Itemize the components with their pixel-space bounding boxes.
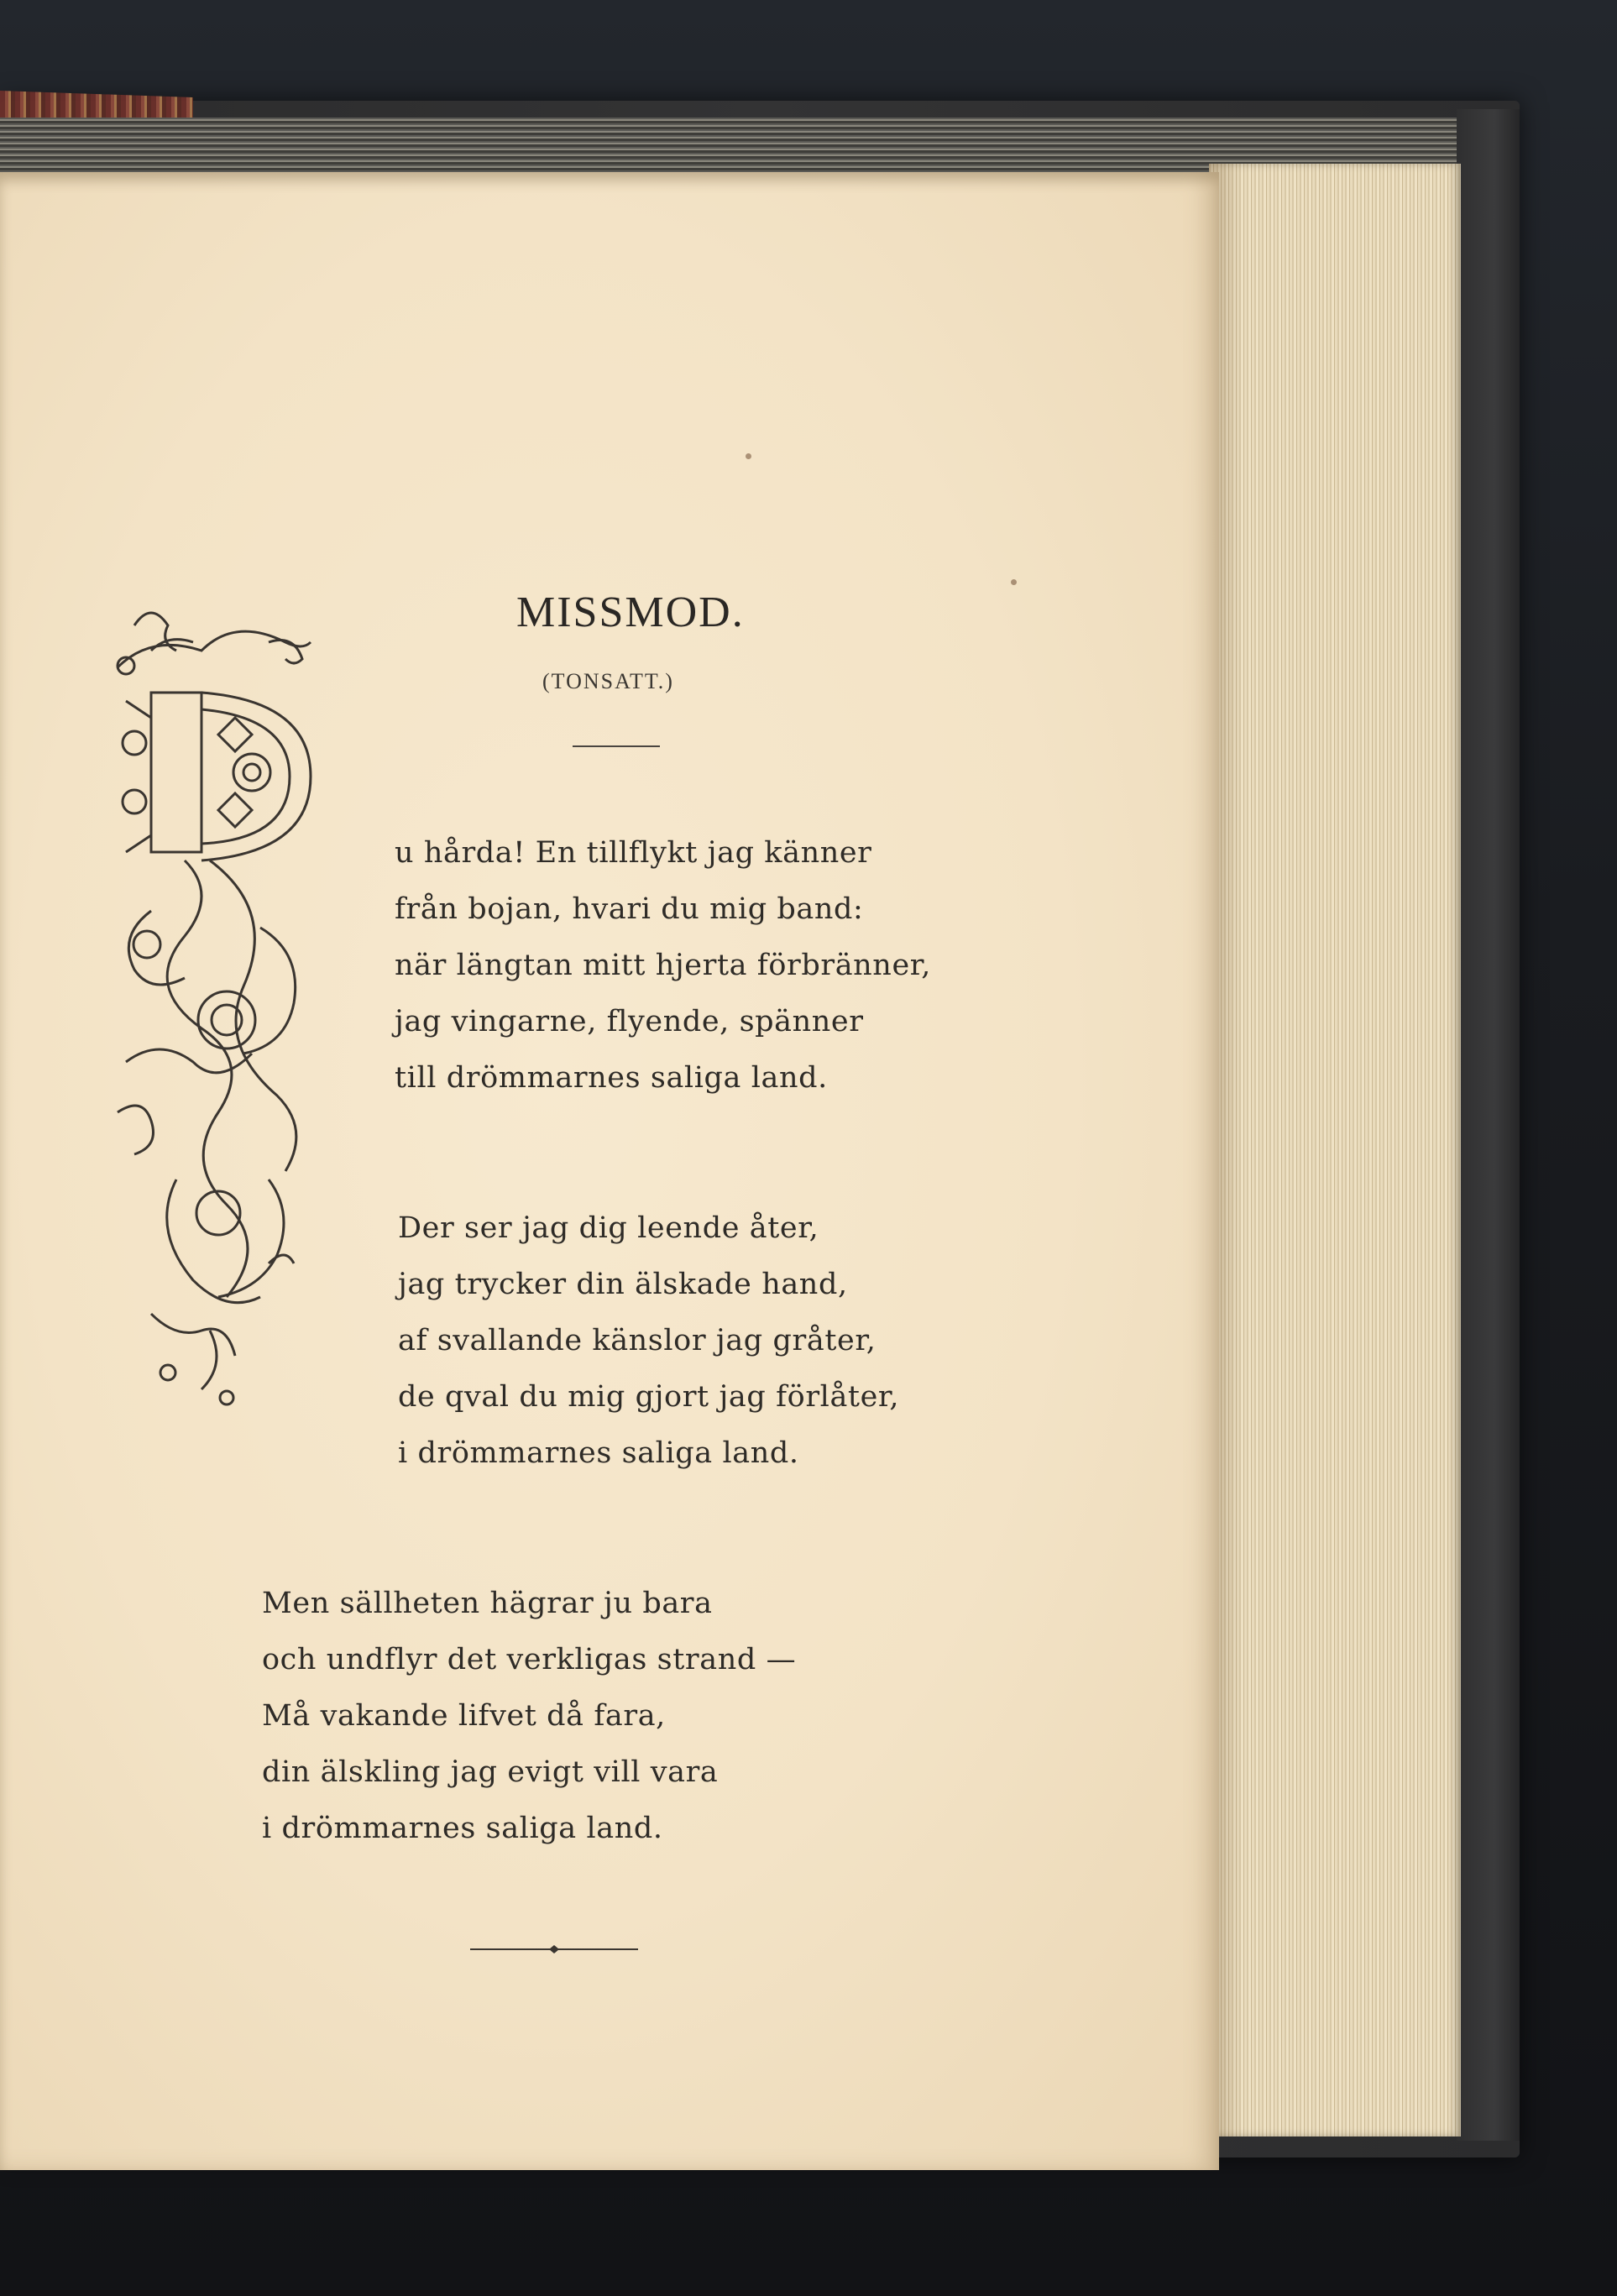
stanza-3: [262, 1576, 796, 1857]
paper-speck: [1011, 579, 1017, 585]
verse-line: från bojan, hvari du mig band:: [395, 892, 864, 926]
verse-line: i drömmarnes saliga land.: [398, 1436, 799, 1470]
verse-line: när längtan mitt hjerta förbränner,: [395, 949, 931, 982]
verse-line: Men sällheten hägrar ju bara: [262, 1587, 713, 1620]
verse-line: jag vingarne, flyende, spänner: [395, 1005, 864, 1038]
stanza-1: [395, 825, 931, 1106]
poem-subtitle: (TONSATT.): [542, 669, 674, 693]
diamond-rule-icon: [470, 1943, 638, 1955]
decorated-initial-d-icon: [101, 592, 369, 1423]
verse-line: din älskling jag evigt vill vara: [262, 1755, 719, 1789]
verse-line: u hårda! En tillflykt jag känner: [395, 836, 872, 870]
poem-title: MISSMOD.: [516, 588, 745, 636]
paper-speck: [746, 453, 751, 459]
verse-line: jag trycker din älskade hand,: [398, 1268, 848, 1301]
verse-line: och undflyr det verkligas strand —: [262, 1643, 797, 1676]
verse-line: de qval du mig gjort jag förlåter,: [398, 1380, 900, 1414]
verse-line: till drömmarnes saliga land.: [395, 1061, 828, 1095]
title-divider: [573, 745, 660, 747]
verse-line: Der ser jag dig leende åter,: [398, 1211, 819, 1245]
verse-line: i drömmarnes saliga land.: [262, 1812, 663, 1845]
book-cover-edge: [1457, 109, 1520, 2141]
page-edges: [1209, 164, 1461, 2136]
stanza-2: [398, 1200, 899, 1482]
verse-line: Må vakande lifvet då fara,: [262, 1699, 666, 1733]
verse-line: af svallande känslor jag gråter,: [398, 1324, 877, 1357]
